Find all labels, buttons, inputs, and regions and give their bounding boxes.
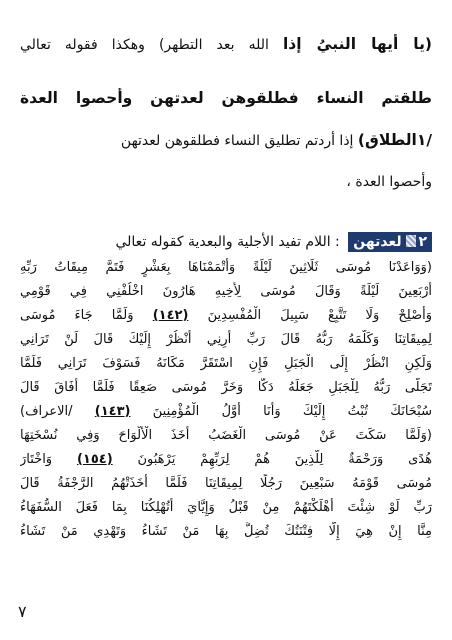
verse-line-1: (وَوَاعَدْنَا مُوسَى ثَلَاثِينَ لَيْلَةً وَأَتْمَمْنَاهَا بِعَشْرٍ فَتَمَّ مِيقَاتُ رَبِّهِ [20,260,432,275]
text-line-2: طلقتم النساء فطلقوهن لعدتهِن وأحصوا العدة [20,89,432,107]
keyword-number: ٢ [418,234,427,250]
verse-number: (١٤٢) [152,308,189,323]
page-number: ٧ [18,602,27,621]
text-segment: الله بعد التطهر) وهكذا فقوله تعالي [20,37,269,53]
text-line-1 [20,34,432,55]
verse-number: (١٥٤) [76,452,113,467]
verse-reference: /١الطلاق) [357,131,432,149]
verse-line-10: مُوسَى قَوْمَهُ سَبْعِينَ رَجُلًا لِمِيقَاتِنَا فَلَمَّا أَخَذَتْهُمُ الرَّجْفَةُ قَالَ [20,476,432,491]
verse-line-5: وَلَكِنِ انْظُرْ إِلَى الْجَبَلِ فَإِنِ اسْتَقَرَّ مَكَانَهُ فَسَوْفَ تَرَانِي فَلَمَّا [20,356,432,371]
text-segment: وَلَمَّا جَاءَ مُوسَى [20,308,134,323]
keyword-label [348,232,432,252]
verse-line-6: تَجَلَّى رَبُّهُ لِلْجَبَلِ جَعَلَهُ دَكًّا وَخَرَّ مُوسَى صَعِقًا فَلَمَّا أَفَاقَ قَالَ [20,380,432,395]
verse-line-2: أَرْبَعِينَ لَيْلَةً وَقَالَ مُوسَى لِأَخِيهِ هَارُونَ اخْلُفْنِي فِي قَوْمِي [20,284,432,299]
text-segment: وَأَصْلِحْ وَلَا تَتَّبِعْ سَبِيلَ الْمُفْسِدِينَ [207,308,432,323]
text-line-4: وأحصوا العدة ، [346,174,432,190]
text-segment: : اللام تفيد الأجلية والبعدية كقوله تعالي [115,234,340,250]
verse-number: (١٤٣) [94,404,131,419]
verse-line-7 [20,402,432,422]
keyword-text: لعدتهن [353,234,402,250]
text-segment: وَاخْتَارَ [20,452,53,467]
verse-line-4: لِمِيقَاتِنَا وَكَلَّمَهُ رَبُّهُ قَالَ رَبِّ أَرِنِي أَنْظُرْ إِلَيْكَ قَالَ لَنْ تَرَانِي [20,332,432,347]
text-segment: سُبْحَانَكَ تُبْتُ إِلَيْكَ وَأَنَا أَوَّلُ الْمُؤْمِنِينَ [152,404,432,419]
verse-line-11: رَبِّ لَوْ شِئْتَ أَهْلَكْتَهُمْ مِنْ قَبْلُ وَإِيَّايَ أَتُهْلِكُنَا بِمَا فَعَلَ السُّفَهَاءُ [20,500,432,515]
text-segment: إذا أردتم تطليق النساء فطلقوهن لعدتهن [120,133,354,149]
verse-line-8: (وَلَمَّا سَكَتَ عَنْ مُوسَى الْغَضَبُ أَخَذَ الْأَلْوَاحَ وَفِي نُسْخَتِهَا [20,428,432,443]
verse-line-12: مِنَّا إِنْ هِيَ إِلَّا فِتْنَتُكَ تُضِلُّ بِهَا مَنْ تَشَاءُ وَتَهْدِي مَنْ تَشَاءُ [20,524,432,539]
verse-line-9 [20,450,432,470]
text-line-5 [115,232,432,252]
hatched-square-icon [406,235,416,247]
verse-line-3 [20,306,432,326]
text-line-3 [121,130,432,151]
verse-start: (يا أيها النبيُ إذا [282,35,432,53]
text-segment: هُدًى وَرَحْمَةٌ لِلَّذِينَ هُمْ لِرَبِّهِمْ يَرْهَبُونَ [137,452,432,467]
verse-reference: /الاعراف) [20,404,73,419]
